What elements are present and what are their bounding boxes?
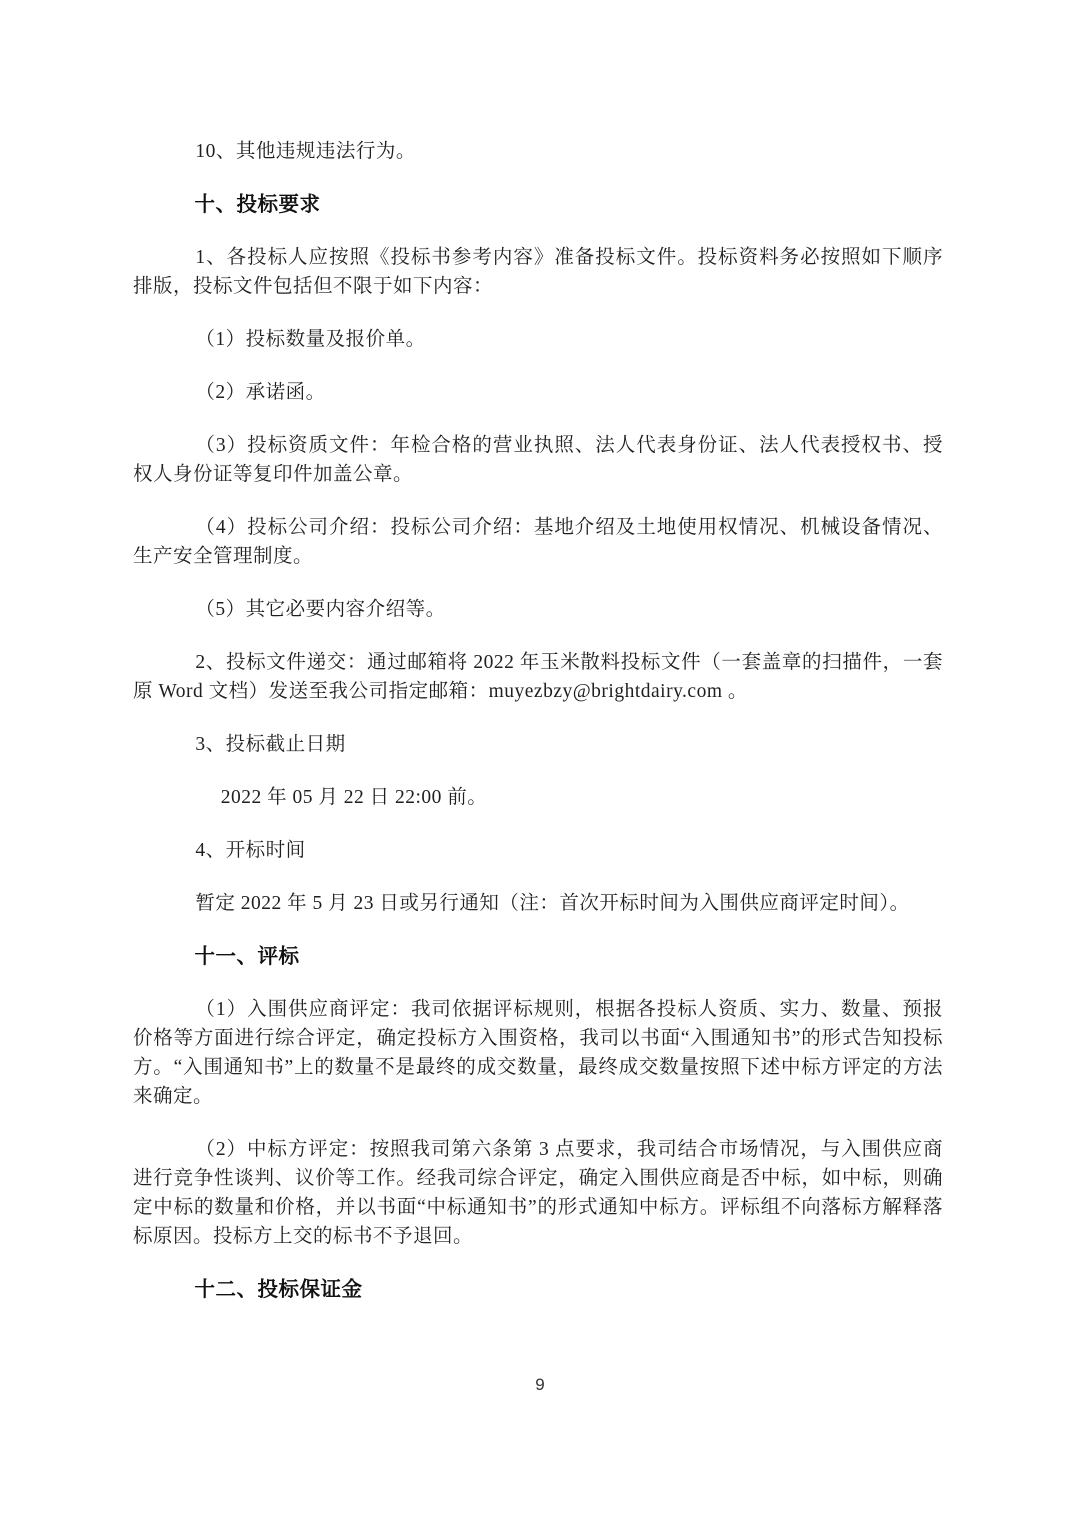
paragraph-winner-evaluation: （2）中标方评定：按照我司第六条第 3 点要求，我司结合市场情况，与入围供应商进行竞争性谈判、议价等工作。经我司综合评定，确定入围供应商是否中标，如中标，则确定中标的数量和价格，并以书面“中标通知书”的形式通知中标方。评标组不向落标方解释落标原因。投标方上交的标书不予退回。 — [133, 1139, 943, 1247]
list-item-commitment-letter: （2）承诺函。 — [195, 382, 326, 403]
section-heading-bid-requirements: 十、投标要求 — [194, 193, 321, 216]
paragraph-other-violations: 10、其他违规违法行为。 — [195, 141, 416, 162]
paragraph-bid-deadline-date: 2022 年 05 月 22 日 22:00 前。 — [220, 787, 488, 808]
paragraph-bid-doc-order: 1、各投标人应按照《投标书参考内容》准备投标文件。投标资料务必按照如下顺序排版，投标文件包括但不限于如下内容： — [133, 247, 943, 297]
section-heading-bid-bond: 十二、投标保证金 — [194, 1278, 363, 1301]
section-heading-evaluation: 十一、评标 — [194, 945, 300, 968]
document-body — [133, 137, 943, 1328]
paragraph-bid-opening-date: 暂定 2022 年 5 月 23 日或另行通知（注：首次开标时间为入围供应商评定时间）。 — [195, 893, 910, 914]
list-item-company-introduction: （4）投标公司介绍：投标公司介绍：基地介绍及土地使用权情况、机械设备情况、生产安全管理制度。 — [133, 517, 943, 567]
paragraph-bid-opening-title: 4、开标时间 — [195, 840, 306, 861]
paragraph-bid-submission-email: 2、投标文件递交：通过邮箱将 2022 年玉米散料投标文件（一套盖章的扫描件，一套原 Word 文档）发送至我公司指定邮箱：muyezbzy@brightdairy.com 。 — [133, 652, 943, 702]
paragraph-shortlist-evaluation: （1）入围供应商评定：我司依据评标规则，根据各投标人资质、实力、数量、预报价格等方面进行综合评定，确定投标方入围资格，我司以书面“入围通知书”的形式告知投标方。“入围通知书”上的数量不是最终的成交数量，最终成交数量按照下述中标方评定的方法来确定。 — [133, 999, 943, 1107]
list-item-quantity-quotation: （1）投标数量及报价单。 — [195, 329, 426, 350]
page-number: 9 — [535, 1375, 545, 1394]
paragraph-bid-deadline-title: 3、投标截止日期 — [195, 734, 346, 755]
list-item-qualification-files: （3）投标资质文件：年检合格的营业执照、法人代表身份证、法人代表授权书、授权人身份证等复印件加盖公章。 — [133, 435, 943, 485]
list-item-other-content: （5）其它必要内容介绍等。 — [195, 599, 446, 620]
